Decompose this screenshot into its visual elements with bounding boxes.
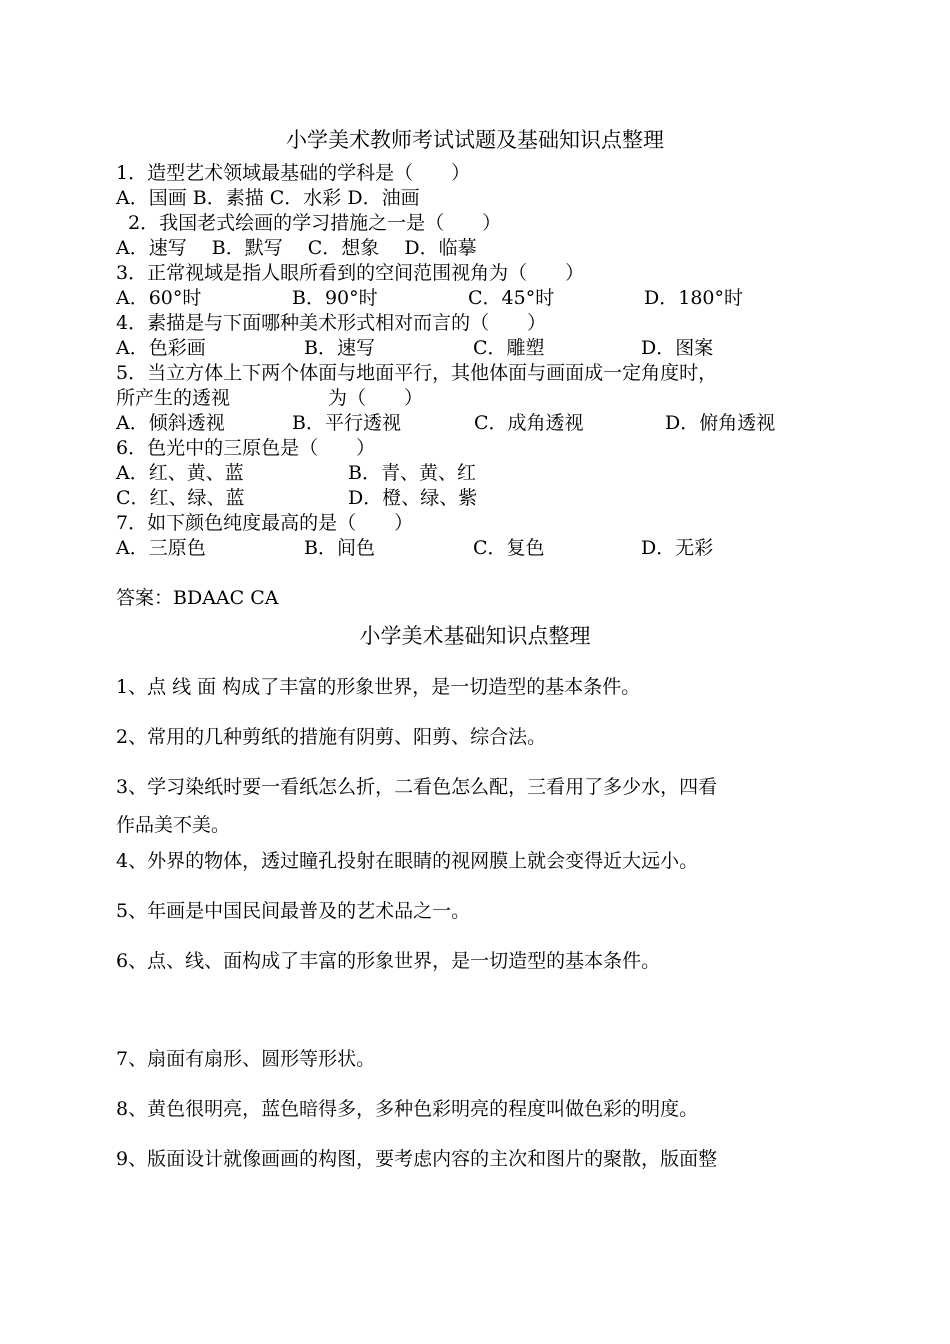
option-d: D．无彩 — [641, 537, 714, 559]
knowledge-point-1: 1、点 线 面 构成了丰富的形象世界，是一切造型的基本条件。 — [116, 676, 641, 698]
option-d: D．橙、绿、紫 — [348, 487, 478, 509]
answer-key: 答案：BDAAC CA — [116, 587, 279, 609]
question-4-stem: 4．素描是与下面哪种美术形式相对而言的（ ） — [116, 312, 547, 334]
option-b: B．90°时 — [292, 287, 378, 309]
option-d: D．180°时 — [644, 287, 743, 309]
option-d: D．图案 — [641, 337, 714, 359]
option-a: A．红、黄、蓝 — [116, 462, 244, 484]
question-2-options: A．速写 B．默写 C．想象 D．临摹 — [116, 237, 477, 259]
question-7-stem: 7．如下颜色纯度最高的是（ ） — [116, 512, 414, 534]
knowledge-point-6: 6、点、线、面构成了丰富的形象世界，是一切造型的基本条件。 — [116, 950, 661, 972]
question-4-options — [116, 336, 836, 361]
question-7-options — [116, 536, 836, 561]
knowledge-title: 小学美术基础知识点整理 — [359, 624, 591, 648]
option-b: B．速写 — [304, 337, 375, 359]
option-a: A．倾斜透视 — [116, 412, 225, 434]
question-5-options — [116, 411, 836, 436]
option-b: B．青、黄、红 — [348, 462, 476, 484]
option-b: B．间色 — [304, 537, 375, 559]
option-c: C．红、绿、蓝 — [116, 487, 245, 509]
knowledge-point-4: 4、外界的物体，透过瞳孔投射在眼睛的视网膜上就会变得近大远小。 — [116, 850, 699, 872]
knowledge-point-8: 8、黄色很明亮，蓝色暗得多，多种色彩明亮的程度叫做色彩的明度。 — [116, 1098, 699, 1120]
option-a: A．三原色 — [116, 537, 206, 559]
option-c: C．成角透视 — [474, 412, 584, 434]
knowledge-point-5: 5、年画是中国民间最普及的艺术品之一。 — [116, 900, 471, 922]
question-5-stem-line2 — [116, 386, 836, 411]
question-6-stem: 6．色光中的三原色是（ ） — [116, 437, 376, 459]
option-c: C．复色 — [473, 537, 545, 559]
option-a: A．色彩画 — [116, 337, 206, 359]
knowledge-point-3: 3、学习染纸时要一看纸怎么折，二看色怎么配，三看用了多少水，四看 — [116, 776, 718, 798]
question-6-options-row2 — [116, 486, 836, 511]
stem-line2-part-a: 所产生的透视 — [116, 387, 231, 409]
stem-line2-part-b: 为（ ） — [328, 387, 424, 409]
exam-title: 小学美术教师考试试题及基础知识点整理 — [286, 128, 664, 152]
question-3-options — [116, 286, 836, 311]
knowledge-point-2: 2、常用的几种剪纸的措施有阴剪、阳剪、综合法。 — [116, 726, 547, 748]
knowledge-point-9: 9、版面设计就像画画的构图，要考虑内容的主次和图片的聚散，版面整 — [116, 1148, 718, 1170]
option-d: D．俯角透视 — [665, 412, 776, 434]
question-1-stem: 1．造型艺术领域最基础的学科是（ ） — [116, 162, 471, 184]
option-a: A．60°时 — [116, 287, 202, 309]
option-c: C．雕塑 — [473, 337, 545, 359]
question-5-stem: 5．当立方体上下两个体面与地面平行，其他体面与画面成一定角度时， — [116, 362, 718, 384]
question-1-options: A．国画 B．素描 C．水彩 D．油画 — [116, 187, 420, 209]
question-3-stem: 3．正常视域是指人眼所看到的空间范围视角为（ ） — [116, 262, 585, 284]
question-2-stem: 2．我国老式绘画的学习措施之一是（ ） — [116, 212, 502, 234]
question-6-options-row1 — [116, 461, 836, 486]
option-b: B．平行透视 — [292, 412, 401, 434]
knowledge-point-3-cont: 作品美不美。 — [116, 814, 231, 836]
knowledge-point-7: 7、扇面有扇形、圆形等形状。 — [116, 1048, 376, 1070]
option-c: C．45°时 — [468, 287, 555, 309]
